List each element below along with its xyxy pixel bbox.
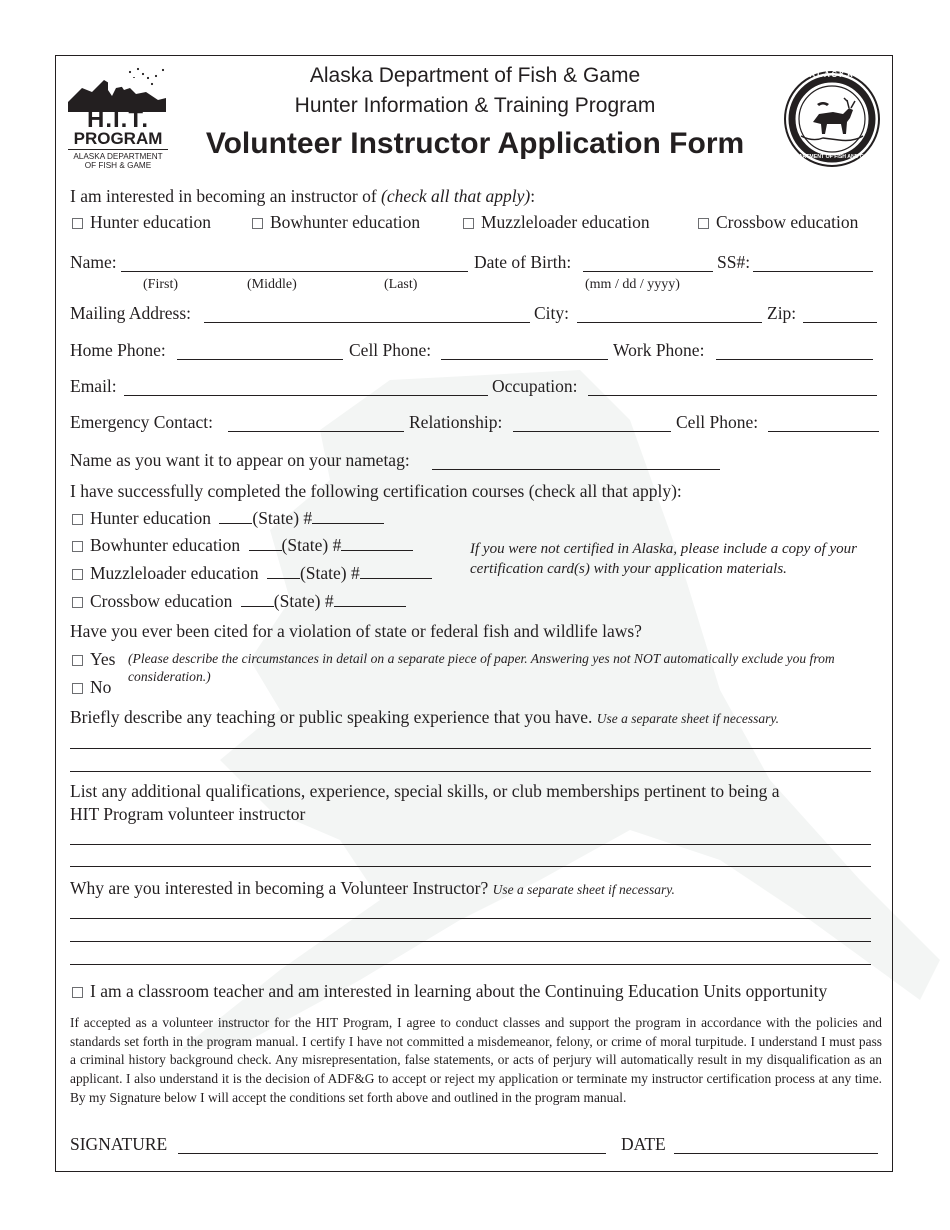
cert-muzzleloader-row xyxy=(72,563,432,584)
violation-note: (Please describe the circumstances in detail on a separate piece of paper. Answering yes not NOT automatically exclude you from consideration.) xyxy=(128,651,835,684)
cert-label: Hunter education xyxy=(90,508,211,528)
agreement-text: If accepted as a volunteer instructor for the HIT Program, I agree to conduct classes and support the program in accordance with the policies and standards set forth in the program manual. I certify I have not committed a misdemeanor, felony, or crime of moral turpitude. I understand I must pass a criminal history background check. Any misrepresentation, false statements, or acts of perjury will automatically result in my disqualification as an applicant. I also understand it is the decision of ADF&G to accept or reject my application or terminate my instructor certification process at any time. By my Signature below I will accept the conditions set forth above and outlined in the program manual. xyxy=(70,1015,882,1105)
home-phone-label: Home Phone: xyxy=(70,340,166,360)
date-label: DATE xyxy=(621,1134,666,1154)
interest-prompt-colon: : xyxy=(530,186,536,206)
mailing-field[interactable] xyxy=(204,322,530,323)
teaching-line-2[interactable] xyxy=(70,771,871,772)
interest-option-crossbow[interactable] xyxy=(698,212,858,233)
checkbox[interactable] xyxy=(252,218,263,229)
cert-crossbow-row xyxy=(72,591,406,612)
ss-field[interactable] xyxy=(753,271,873,272)
certs-note: If you were not certified in Alaska, please include a copy of your certification card(s) with your application materials. xyxy=(470,541,857,577)
emergency-label: Emergency Contact: xyxy=(70,412,214,432)
violation-yes-option[interactable] xyxy=(72,649,115,670)
mailing-label: Mailing Address: xyxy=(70,303,192,323)
teacher-ceu-label: I am a classroom teacher and am interested in learning about the Continuing Education Units opportunity xyxy=(90,981,828,1001)
violation-no-label: No xyxy=(90,677,112,697)
occupation-label: Occupation: xyxy=(492,376,578,396)
violation-question: Have you ever been cited for a violation of state or federal fish and wildlife laws? xyxy=(70,621,642,641)
why-line-2[interactable] xyxy=(70,941,871,942)
emergency-field[interactable] xyxy=(228,431,404,432)
page-title: Volunteer Instructor Application Form xyxy=(205,127,745,160)
name-label: Name: xyxy=(70,252,117,272)
interest-prompt-note: (check all that apply) xyxy=(381,186,531,206)
dob-format-hint: (mm / dd / yyyy) xyxy=(585,277,680,292)
cert-state-label: (State) # xyxy=(252,508,313,528)
emergency-cell-label: Cell Phone: xyxy=(676,412,759,432)
interest-prompt xyxy=(70,186,535,207)
signature-label: SIGNATURE xyxy=(70,1134,168,1154)
checkbox[interactable] xyxy=(72,655,83,666)
cert-number-field[interactable] xyxy=(360,563,432,579)
cert-state-field[interactable] xyxy=(249,535,282,551)
signature-field[interactable] xyxy=(178,1153,606,1154)
interest-option-label: Hunter education xyxy=(90,212,211,232)
interest-option-label: Crossbow education xyxy=(716,212,859,232)
teaching-prompt xyxy=(70,707,779,728)
certs-prompt: I have successfully completed the following certification courses (check all that apply): xyxy=(70,481,682,501)
relationship-label: Relationship: xyxy=(409,412,503,432)
emergency-cell-field[interactable] xyxy=(768,431,879,432)
zip-field[interactable] xyxy=(803,322,877,323)
why-prompt-note: Use a separate sheet if necessary. xyxy=(492,882,675,897)
name-first-hint: (First) xyxy=(143,277,178,292)
dob-field[interactable] xyxy=(583,271,713,272)
interest-option-label: Bowhunter education xyxy=(270,212,421,232)
cert-label: Crossbow education xyxy=(90,591,233,611)
checkbox[interactable] xyxy=(72,683,83,694)
checkbox[interactable] xyxy=(72,597,83,608)
cell-phone-field[interactable] xyxy=(441,359,608,360)
interest-prompt-text: I am interested in becoming an instructor of xyxy=(70,186,377,206)
logo-program-text: PROGRAM xyxy=(68,129,168,150)
cert-state-field[interactable] xyxy=(219,508,252,524)
qualifications-line-2[interactable] xyxy=(70,866,871,867)
why-prompt-text: Why are you interested in becoming a Volunteer Instructor? xyxy=(70,878,489,898)
zip-label: Zip: xyxy=(767,303,797,323)
nametag-label: Name as you want it to appear on your nametag: xyxy=(70,450,410,470)
checkbox[interactable] xyxy=(698,218,709,229)
interest-option-label: Muzzleloader education xyxy=(481,212,650,232)
work-phone-field[interactable] xyxy=(716,359,873,360)
cert-label: Bowhunter education xyxy=(90,535,241,555)
why-line-1[interactable] xyxy=(70,918,871,919)
email-field[interactable] xyxy=(124,395,488,396)
city-label: City: xyxy=(534,303,570,323)
date-field[interactable] xyxy=(674,1153,878,1154)
hit-program-logo xyxy=(68,66,168,172)
checkbox[interactable] xyxy=(72,514,83,525)
violation-yes-label: Yes xyxy=(90,649,116,669)
teaching-prompt-note: Use a separate sheet if necessary. xyxy=(596,711,779,726)
qualifications-prompt-2: HIT Program volunteer instructor xyxy=(70,804,306,824)
qualifications-prompt-1: List any additional qualifications, experience, special skills, or club memberships pertinent to being a xyxy=(70,781,780,801)
dob-label: Date of Birth: xyxy=(474,252,572,272)
teaching-prompt-text: Briefly describe any teaching or public speaking experience that you have. xyxy=(70,707,593,727)
ss-label: SS#: xyxy=(717,252,751,272)
why-prompt xyxy=(70,878,675,899)
interest-option-muzzleloader[interactable] xyxy=(463,212,650,233)
checkbox[interactable] xyxy=(72,987,83,998)
seal-top-text: ALASKA xyxy=(809,70,855,79)
name-middle-hint: (Middle) xyxy=(247,277,297,292)
agency-name: Alaska Department of Fish & Game xyxy=(309,64,641,87)
teaching-line-1[interactable] xyxy=(70,748,871,749)
cert-state-field[interactable] xyxy=(241,591,274,607)
name-last-hint: (Last) xyxy=(384,277,418,292)
cell-phone-label: Cell Phone: xyxy=(349,340,432,360)
logo-dept-text: ALASKA DEPARTMENT xyxy=(73,152,163,161)
logo-fishgame-text: OF FISH & GAME xyxy=(84,161,152,170)
email-label: Email: xyxy=(70,376,117,396)
checkbox[interactable] xyxy=(72,541,83,552)
cert-label: Muzzleloader education xyxy=(90,563,259,583)
checkbox[interactable] xyxy=(72,569,83,580)
teacher-ceu-option[interactable] xyxy=(72,981,827,1002)
cert-state-field[interactable] xyxy=(267,563,300,579)
violation-no-option[interactable] xyxy=(72,677,111,698)
name-field[interactable] xyxy=(121,271,468,272)
checkbox[interactable] xyxy=(463,218,474,229)
home-phone-field[interactable] xyxy=(177,359,343,360)
qualifications-line-1[interactable] xyxy=(70,844,871,845)
program-name: Hunter Information & Training Program xyxy=(294,94,656,117)
checkbox[interactable] xyxy=(72,218,83,229)
occupation-field[interactable] xyxy=(588,395,877,396)
nametag-field[interactable] xyxy=(432,469,720,470)
cert-hunter-row xyxy=(72,508,384,529)
interest-option-hunter[interactable] xyxy=(72,212,211,233)
city-field[interactable] xyxy=(577,322,762,323)
relationship-field[interactable] xyxy=(513,431,671,432)
cert-state-label: (State) # xyxy=(281,535,342,555)
cert-state-label: (State) # xyxy=(273,591,334,611)
interest-option-bowhunter[interactable] xyxy=(252,212,420,233)
cert-number-field[interactable] xyxy=(312,508,384,524)
work-phone-label: Work Phone: xyxy=(613,340,705,360)
seal-bottom-text: DEPARTMENT OF FISH AND GAME xyxy=(788,154,876,160)
cert-bowhunter-row xyxy=(72,535,413,556)
cert-state-label: (State) # xyxy=(299,563,360,583)
logo-hit-text: H.I.T. xyxy=(86,106,149,133)
cert-number-field[interactable] xyxy=(334,591,406,607)
cert-number-field[interactable] xyxy=(341,535,413,551)
why-line-3[interactable] xyxy=(70,964,871,965)
